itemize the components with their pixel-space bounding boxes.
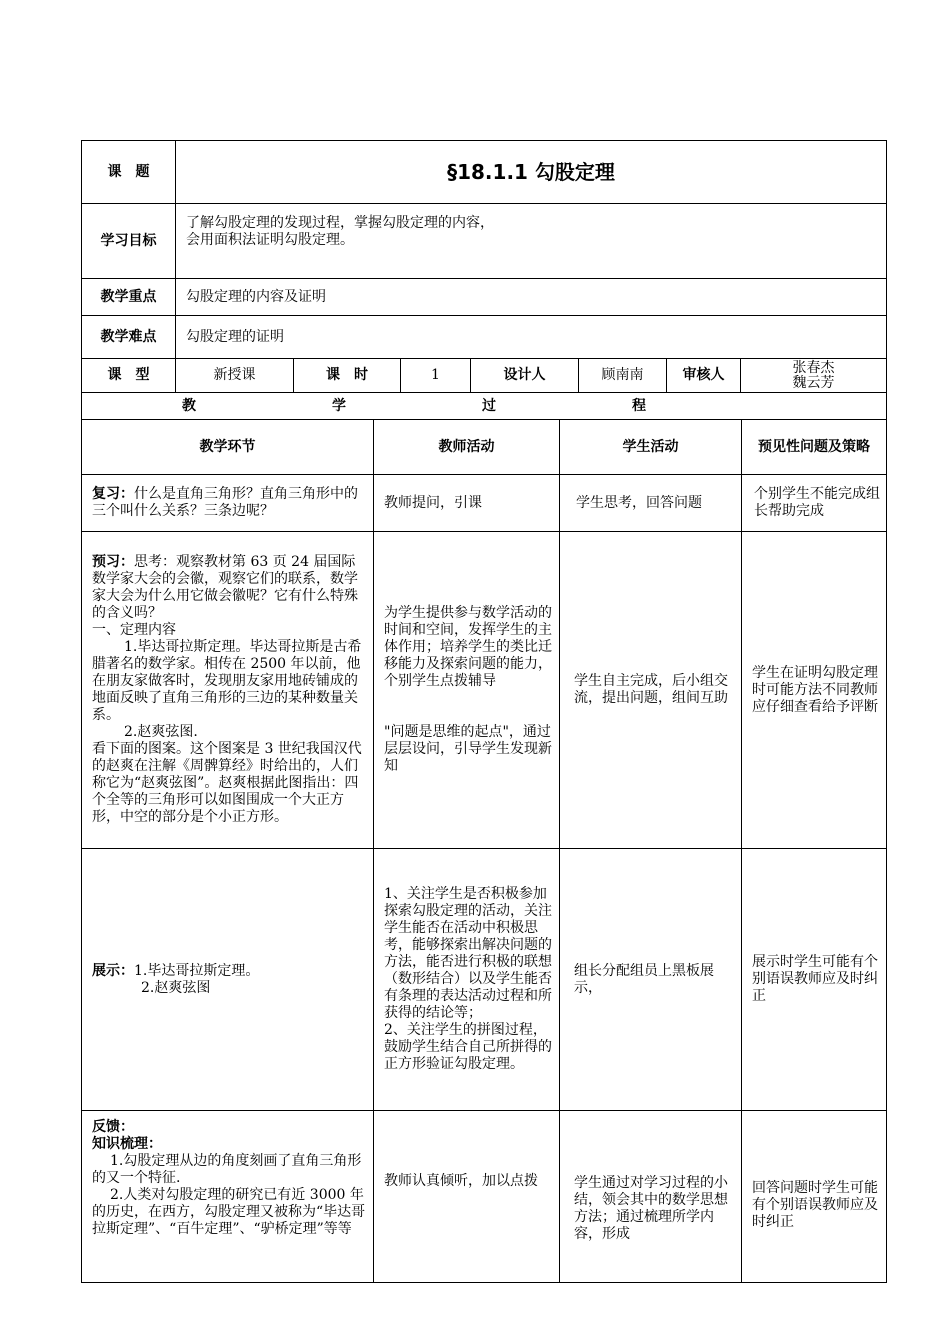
process-char: 过 [482,397,496,414]
review-text: 什么是直角三角形？直角三角形中的三个叫什么关系？三条边呢？ [92,486,358,519]
col-header-stage: 教学环节 [82,420,374,475]
review-stage [82,475,374,532]
preview-stage [82,532,374,849]
difficulty-label: 教学难点 [82,316,176,359]
feedback-strategy: 回答问题时学生可能有个别语误教师应及时纠正 [742,1111,887,1283]
table-row [82,849,887,1111]
preview-teacher-1: 为学生提供参与数学活动的时间和空间，发挥学生的主体作用；培养学生的类比迁移能力及探索问题的能力，个别学生点拨辅导 [384,605,552,689]
preview-teacher [374,532,560,849]
preview-teacher-2: "问题是思维的起点"，通过层层设问，引导学生发现新知 [384,724,552,774]
preview-section: 一、定理内容 [92,622,176,638]
table-row [82,1111,887,1283]
show-teacher [374,849,560,1111]
feedback-subtag: 知识梳理： [92,1136,162,1152]
show-teacher-1: 1、关注学生是否积极参加探索勾股定理的活动，关注学生能否在活动中积极思考，能够探索出解决问题的方法，能否进行积极的联想（数形结合）以及学生能否有条理的表达活动过程和所获得的结论等； [384,886,552,1021]
topic-label: 课 题 [82,141,176,204]
feedback-student: 学生通过对学习过程的小结，领会其中的数学思想方法；通过梳理所学内容，形成 [560,1111,742,1283]
goal-value [176,204,887,279]
hours-value: 1 [401,359,471,393]
reviewer-value [741,359,887,393]
show-stage [82,849,374,1111]
lesson-title: §18.1.1 勾股定理 [176,141,887,204]
key-label: 教学重点 [82,279,176,316]
preview-student: 学生自主完成，后小组交流，提出问题，组间互助 [560,532,742,849]
process-table [81,419,887,1283]
reviewer-name: 魏云芳 [792,374,835,391]
hours-label: 课 时 [294,359,401,393]
preview-item-2: 2.赵爽弦图. [124,724,198,740]
preview-detail: 看下面的图案。这个图案是 3 世纪我国汉代的赵爽在注解《周髀算经》时给出的，人们称它为“赵爽弦图”。赵爽根据此图指出：四个全等的三角形可以如图围成一个大正方形，中空的部分是个小正方形。 [92,741,362,825]
feedback-item-2: 2.人类对勾股定理的研究已有近 3000 年的历史，在西方，勾股定理又被称为“毕达哥拉斯定理”、“百牛定理”、“驴桥定理”等等 [92,1187,366,1237]
designer-value: 顾南南 [579,359,667,393]
key-value: 勾股定理的内容及证明 [176,279,887,316]
designer-label: 设计人 [471,359,579,393]
preview-item-1: 1.毕达哥拉斯定理。毕达哥拉斯是古希腊著名的数学家。相传在 2500 年以前，他在朋友家做客时，发现朋友家用地砖铺成的地面反映了直角三角形的三边的某种数量关系。 [92,639,362,723]
type-value: 新授课 [176,359,294,393]
table-row [82,532,887,849]
lesson-plan [81,140,886,1283]
col-header-teacher: 教师活动 [374,420,560,475]
col-header-strategy: 预见性问题及策略 [742,420,887,475]
reviewer-label: 审核人 [667,359,741,393]
goal-label: 学习目标 [82,204,176,279]
goal-line: 会用面积法证明勾股定理。 [186,232,354,248]
review-student: 学生思考，回答问题 [560,475,742,532]
column-header-row [82,420,887,475]
review-teacher: 教师提问，引课 [374,475,560,532]
reviewer-name: 张春杰 [792,359,835,376]
review-strategy: 个别学生不能完成组长帮助完成 [742,475,887,532]
process-char: 程 [632,397,646,414]
feedback-item-1: 1.勾股定理从边的角度刻画了直角三角形的又一个特征. [92,1153,362,1186]
process-char: 教 [182,397,196,414]
show-tag: 展示： [92,962,134,979]
process-char: 学 [332,397,346,414]
process-title [82,393,887,420]
type-label: 课 型 [82,359,176,393]
show-student: 组长分配组员上黑板展示， [560,849,742,1111]
feedback-tag: 反馈： [92,1119,134,1135]
preview-strategy: 学生在证明勾股定理时可能方法不同教师应仔细查看给予评断 [742,532,887,849]
show-item-1: 1.毕达哥拉斯定理。 [134,962,260,979]
show-teacher-2: 2、关注学生的拼图过程，鼓励学生结合自己所拼得的正方形验证勾股定理。 [384,1022,552,1072]
feedback-stage [82,1111,374,1283]
difficulty-value: 勾股定理的证明 [176,316,887,359]
show-strategy: 展示时学生可能有个别语误教师应及时纠正 [742,849,887,1111]
header-table [81,140,887,420]
review-tag: 复习： [92,486,134,502]
show-item-2: 2.赵爽弦图 [141,979,211,996]
preview-tag: 预习： [92,554,134,570]
goal-line: 了解勾股定理的发现过程，掌握勾股定理的内容， [186,215,494,231]
preview-intro: 思考：观察教材第 63 页 24 届国际数学家大会的会徽，观察它们的联系，数学家大会为什么用它做会徽呢？它有什么特殊的含义吗？ [92,554,358,621]
col-header-student: 学生活动 [560,420,742,475]
table-row [82,475,887,532]
feedback-teacher: 教师认真倾听，加以点拨 [374,1111,560,1283]
